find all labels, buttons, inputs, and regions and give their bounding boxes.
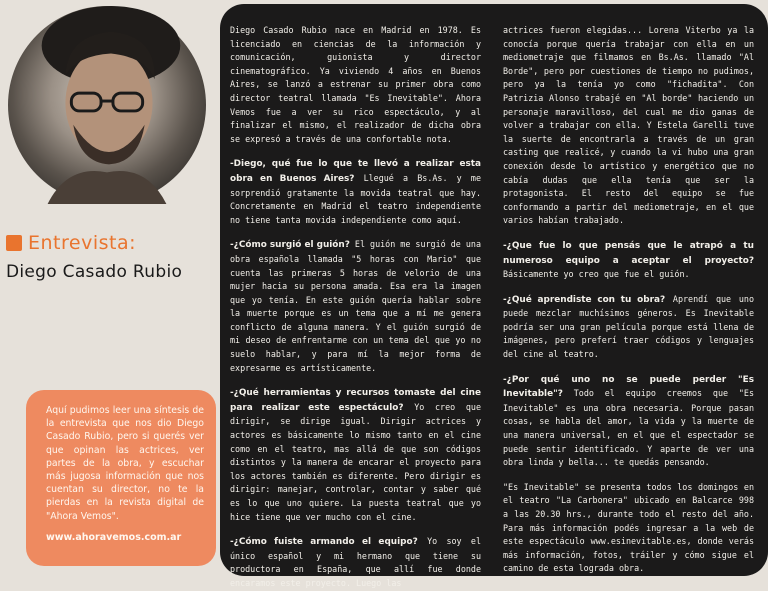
answer: Yo soy el único español y mi hermano que tiene su productora en España, que allí fue donde encaramos este proyecto. Luego las	[230, 536, 481, 588]
question: -¿Qué aprendiste con tu obra?	[503, 294, 666, 305]
question: -¿Qué herramientas y recursos tomaste del cine para realizar este espectáculo?	[230, 388, 481, 413]
qa-block	[230, 535, 481, 590]
qa-block	[503, 293, 754, 362]
article-column-1	[230, 24, 481, 588]
section-label: Entrevista:	[28, 232, 136, 254]
portrait-illustration	[8, 6, 206, 204]
answer: Todo el equipo creemos que "Es Inevitable" es una obra necesaria. Porque pasan cosas, se habla del amor, la vida y la muerte de una manera universal, en el que el espectador se puede sentir identificado. Y aparte de ver una obra linda y bella... te quedás pensando.	[503, 388, 754, 468]
answer: Básicamente yo creo que fue el guión.	[503, 269, 690, 280]
interview-heading	[6, 232, 136, 254]
answer: Aprendí que uno puede mezclar muchísimos géneros. Es Inevitable podría ser una gran película porque está llena de imágenes, pero preferí traer códigos y lenguajes del cine al teatro.	[503, 293, 754, 360]
article-panel	[220, 4, 768, 588]
promo-box	[26, 390, 216, 566]
qa-block	[230, 157, 481, 227]
qa-block	[230, 238, 481, 375]
article-continuation: actrices fueron elegidas... Lorena Viterbo ya la conocía porque quería trabajar con ella en un mediometraje que filmamos en Bs.As. llamado "Al Borde", pero por cuestiones de tiempo no pudimos, pero ya la tenía yo como "fichadita". Con Patrizia Alonso trabajé en "Al borde" haciendo un personaje maravilloso, del cual me dio ganas de volver a trabajar con ella. Y Estela Garelli tuve la suerte de encontrarla a través de un gran casting que realicé, y cuando la vi hubo una gran conexión desde lo artístico y energético que no cabía dudas que ella tenía que ser la protagonista. El resto del equipo se fue conformando a partir del mediometraje, en el que varios habían trabajado.	[503, 25, 754, 226]
qa-block	[230, 386, 481, 524]
article-column-2	[503, 24, 754, 574]
article-intro: Diego Casado Rubio nace en Madrid en 1978. Es licenciado en ciencias de la información y comunicación, guionista y director cinematográfico. Ya viviendo 4 años en Buenos Aires, se lanzó a estrenar su primer obra como director teatral llamada "Es Inevitable". Ahora Vemos fue a ver su rico espectáculo, y al finalizar el mismo, el realizador de dicha obra se expresó a través de una confortable nota.	[230, 25, 481, 144]
answer: Llegué a Bs.As. y me sorprendió gratamente la movida teatral que hay. Concretamente en Madrid el teatro independiente no tiene tanta movida independiente como aquí.	[230, 172, 481, 225]
orange-square-icon	[6, 235, 22, 251]
promo-text: Aquí pudimos leer una síntesis de la entrevista que nos dio Diego Casado Rubio, pero si querés ver que opinan las actrices, ver partes de la obra, y escuchar más jugosa información que nos cuentan su director, no te la pierdas en la revista digital de "Ahora Vemos".	[46, 405, 204, 522]
interviewee-name: Diego Casado Rubio	[6, 262, 183, 282]
answer: Yo creo que dirigir, se dirige igual. Dirigir actrices y actores es básicamente lo mismo tanto en el cine como en el teatro, mas allá de que son códigos distintos y la manera de encarar el proyecto para los actores también es diferente. Pero dirigir es dirigir: manejar, controlar, contar y saber qué es lo que uno quiere. La puesta teatral que yo hice tiene que ver mucho con el cine.	[230, 401, 481, 522]
question: -¿Que fue lo que pensás que le atrapó a tu numeroso equipo a aceptar el proyecto?	[503, 240, 754, 266]
qa-block	[503, 373, 754, 470]
interviewee-portrait	[8, 6, 206, 204]
promo-url-link[interactable]: www.ahoravemos.com.ar	[46, 531, 182, 543]
answer: El guión me surgió de una obra española llamada "5 horas con Mario" que cuenta las primeras 5 horas de velorio de una mujer hacia su persona amada. Esa era la imagen que yo tenía. En este guión quería hablar sobre la muerte porque es un tema que a mí me genera conflicto de alguna manera. Y el guión surgió de mi deseo de enfrentarme con un tema del que yo no suelo hablar, y para mí la mejor forma de expresarme es artísticamente.	[230, 239, 481, 373]
qa-block	[503, 239, 754, 282]
question: -¿Por qué uno no se puede perder "Es Inevitable"?	[503, 374, 754, 400]
question: -¿Cómo surgió el guión?	[230, 240, 350, 251]
question: -Diego, qué fue lo que te llevó a realizar esta obra en Buenos Aires?	[230, 159, 481, 184]
question: -¿Cómo fuiste armando el equipo?	[230, 537, 418, 548]
article-closing: "Es Inevitable" se presenta todos los domingos en el teatro "La Carbonera" ubicado en Balcarce 998 a las 20.30 hrs., durante todo el resto del año. Para más información podés ingresar a la web de este espectáculo www.esinevitable.es, donde verás más información, fotos, tráiler y cómo sigue el camino de esta lograda obra.	[503, 481, 754, 574]
